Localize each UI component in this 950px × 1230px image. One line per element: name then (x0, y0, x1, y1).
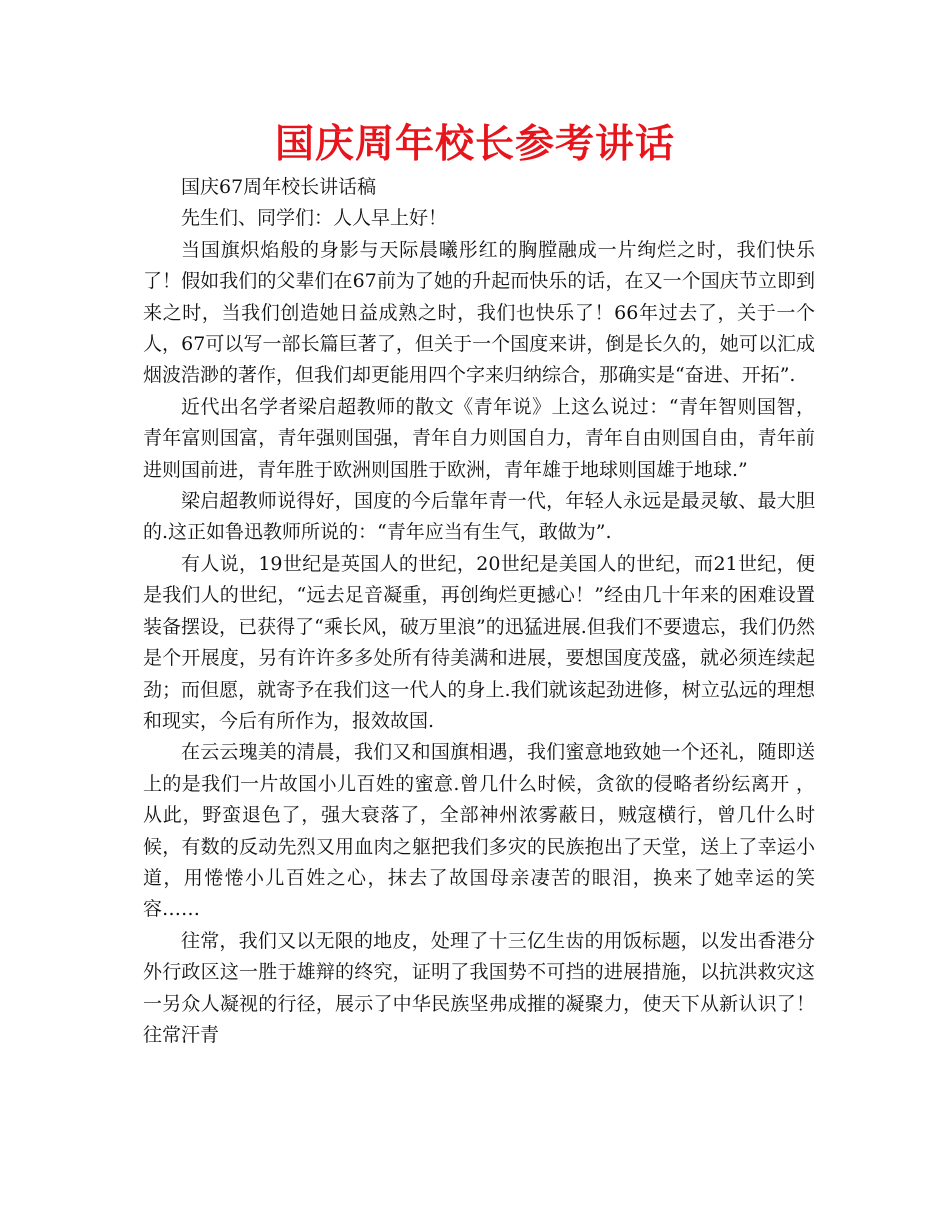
document-body (143, 172, 815, 1051)
document-title: 国庆周年校长参考讲话 (274, 122, 675, 167)
body-paragraph-1: 当国旗炽焰般的身影与天际晨曦彤红的胸膛融成一片绚烂之时，我们快乐了！假如我们的父辈们在67前为了她的升起而快乐的话，在又一个国庆节立即到来之时，当我们创造她日益成熟之时，我们也快乐了！66年过去了，关于一个人，67可以写一部长篇巨著了，但关于一个国度来讲，倒是长久的，她可以汇成烟波浩渺的著作，但我们却更能用四个字来归纳综合，那确实是“奋进、开拓”. (143, 238, 815, 387)
body-paragraph-2: 近代出名学者梁启超教师的散文《青年说》上这么说过：“青年智则国智，青年富则国富，青年强则国强，青年自力则国自力，青年自由则国自由，青年前进则国前进，青年胜于欧洲则国胜于欧洲，青年雄于地球则国雄于地球.” (143, 395, 815, 481)
greeting-paragraph: 先生们、同学们：人人早上好！ (181, 207, 448, 230)
body-paragraph-4: 有人说，19世纪是英国人的世纪，20世纪是美国人的世纪，而21世纪，便是我们人的世纪，“远去足音凝重，再创绚烂更撼心！”经由几十年来的困难设置装备摆设，已获得了“乘长风，破万里浪”的迅猛进展.但我们不要遗忘，我们仍然是个开展度，另有许许多多处所有待美满和进展，要想国度茂盛，就必须连续起劲；而但愿，就寄予在我们这一代人的身上.我们就该起劲进修，树立弘远的理想和现实，今后有所作为，报效故国. (143, 552, 815, 732)
body-paragraph-6: 往常，我们又以无限的地皮，处理了十三亿生齿的用饭标题，以发出香港分外行政区这一胜于雄辩的终究，证明了我国势不可挡的进展措施，以抗洪救灾这一另众人凝视的行径，展示了中华民族坚弗成摧的凝聚力，使天下从新认识了！往常汗青 (143, 929, 815, 1046)
document-subtitle: 国庆67周年校长讲话稿 (181, 176, 377, 198)
body-paragraph-3: 梁启超教师说得好，国度的今后靠年青一代，年轻人永远是最灵敏、最大胆的.这正如鲁迅教师所说的：“青年应当有生气，敢做为”. (143, 490, 815, 544)
body-paragraph-5: 在云云瑰美的清晨，我们又和国旗相遇，我们蜜意地致她一个还礼，随即送上的是我们一片故国小儿百姓的蜜意.曾几什么时候，贪欲的侵略者纷纭离开 ，从此，野蛮退色了，强大衰落了，全部神州浓雾蔽日，贼寇横行，曾几什么时候，有数的反动先烈又用血肉之躯把我们多灾的民族抱出了天堂，送上了幸运小道，用惓惓小儿百姓之心，抹去了故国母亲凄苦的眼泪，换来了她幸运的笑容…… (143, 741, 815, 921)
